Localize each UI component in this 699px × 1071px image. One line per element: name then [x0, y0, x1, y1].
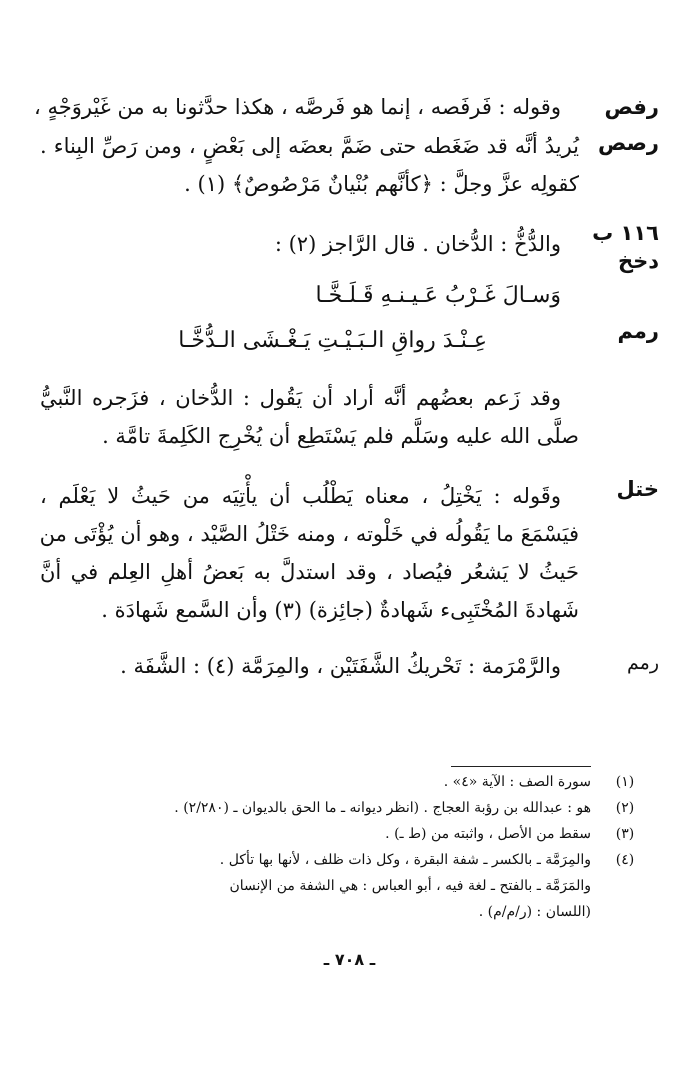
text-line-10: شَهادةَ المُخْتَبِىء شَهادةٌ (جائِزة) (٣) وأن السَّمع شَهادَة .: [101, 598, 579, 622]
footnote-text: (اللسان : (ر/م/م) .: [478, 904, 591, 920]
footnote-4: [60, 850, 635, 871]
text-line-3: كقولِه عزَّ وجلَّ : ﴿كأنَّهم بُنْيانٌ مَرْصُوصٌ﴾ (١) .: [184, 172, 579, 196]
footnote-text: والمِرَمَّة ـ بالكسر ـ شفة البقرة ، وكل ذات ظلف ، لأنها بها تأكل .: [219, 852, 591, 868]
margin-root-ramam: رمم: [627, 652, 659, 674]
verse-line-2: عِـنْـدَ رواقِ الـبَـيْـتِ يَـغْـشَى الـدُّخَّـا: [178, 328, 487, 353]
text-line-2: يُريدُ أنَّه قد ضَغَطه حتى ضَمَّ بعضَه إلى بَعْضٍ ، ومن رَصِّ البِناء .: [40, 134, 579, 158]
footnote-number: (٣): [615, 826, 635, 842]
text-line-1: وقوله : فَرفَصه ، إنما هو فَرصَّه ، هكذا حدَّثونا به من غَيْروَجْهٍ ،: [34, 95, 561, 119]
text-line-9: حَيثُ لا يَشعُر فيُصاد ، وقد استدلَّ به بَعضُ أهلِ العِلم في أنَّ: [40, 560, 579, 584]
footnote-1: [60, 772, 635, 793]
page-number: ـ ٧٠٨ ـ: [323, 950, 376, 969]
text-line-8: فيَسْمَعَ ما يَقُولُه في خَلْوته ، ومنه خَتْلُ الصَّيْد ، وهو أن يُؤْتَى من: [39, 522, 579, 546]
footnote-text: والمَرَمَّة ـ بالفتح ـ لغة فيه ، أبو العباس : هي الشفة من الإنسان: [229, 878, 591, 894]
verse-line-1: وَسـالَ غَـرْبُ عَـيـنـهِ قَـلَـخَّـا: [315, 283, 561, 308]
footnote-text: سقط من الأصل ، واثبته من (ط ـ) .: [385, 826, 591, 842]
text-line-4: والدُّخُّ : الدُّخان . قال الرَّاجز (٢) :: [274, 232, 561, 256]
text-line-11: والرَّمْرَمة : تَحْريكُ الشَّفَتَيْن ، والمِرَمَّة (٤) : الشَّفَة .: [120, 654, 561, 678]
footnote-2: [60, 798, 635, 819]
text-line-5: وقد زَعم بعضُهم أنَّه أراد أن يَقُول : الدُّخان ، فزَجره النَّبيُّ: [40, 386, 561, 410]
margin-root-khatal: ختل: [616, 477, 659, 501]
margin-root-rasas: رصص: [597, 131, 659, 155]
margin-root-ramam-bold: رمم: [617, 319, 659, 343]
footnote-3: [60, 824, 635, 845]
footnote-rule: [451, 766, 591, 767]
text-line-7: وقَوله : يَخْتِلُ ، معناه يَطْلُب أن يأْتِيَه من حَيثُ لا يَعْلَم ،: [40, 484, 561, 508]
margin-entry-number: ١١٦ ب: [592, 221, 659, 245]
footnote-number: (١): [615, 774, 635, 790]
footnote-number: (٤): [615, 852, 635, 868]
footnote-text: سورة الصف : الآية «٤» .: [443, 774, 591, 790]
footnote-text: هو : عبدالله بن رؤبة العجاج . (انظر ديوانه ـ ما الحق بالديوان ـ (٢/٢٨٠) .: [174, 800, 591, 816]
text-line-6: صلَّى الله عليه وسَلَّم فلم يَسْتَطِع أن يُخْرِج الكَلِمةَ تامَّة .: [102, 424, 579, 448]
footnote-4-continued: [60, 876, 591, 897]
footnote-4-source: [60, 902, 591, 923]
margin-root-rafas: رفص: [604, 95, 659, 119]
footnote-number: (٢): [615, 800, 635, 816]
margin-root-dakhakh: دخخ: [617, 249, 659, 273]
